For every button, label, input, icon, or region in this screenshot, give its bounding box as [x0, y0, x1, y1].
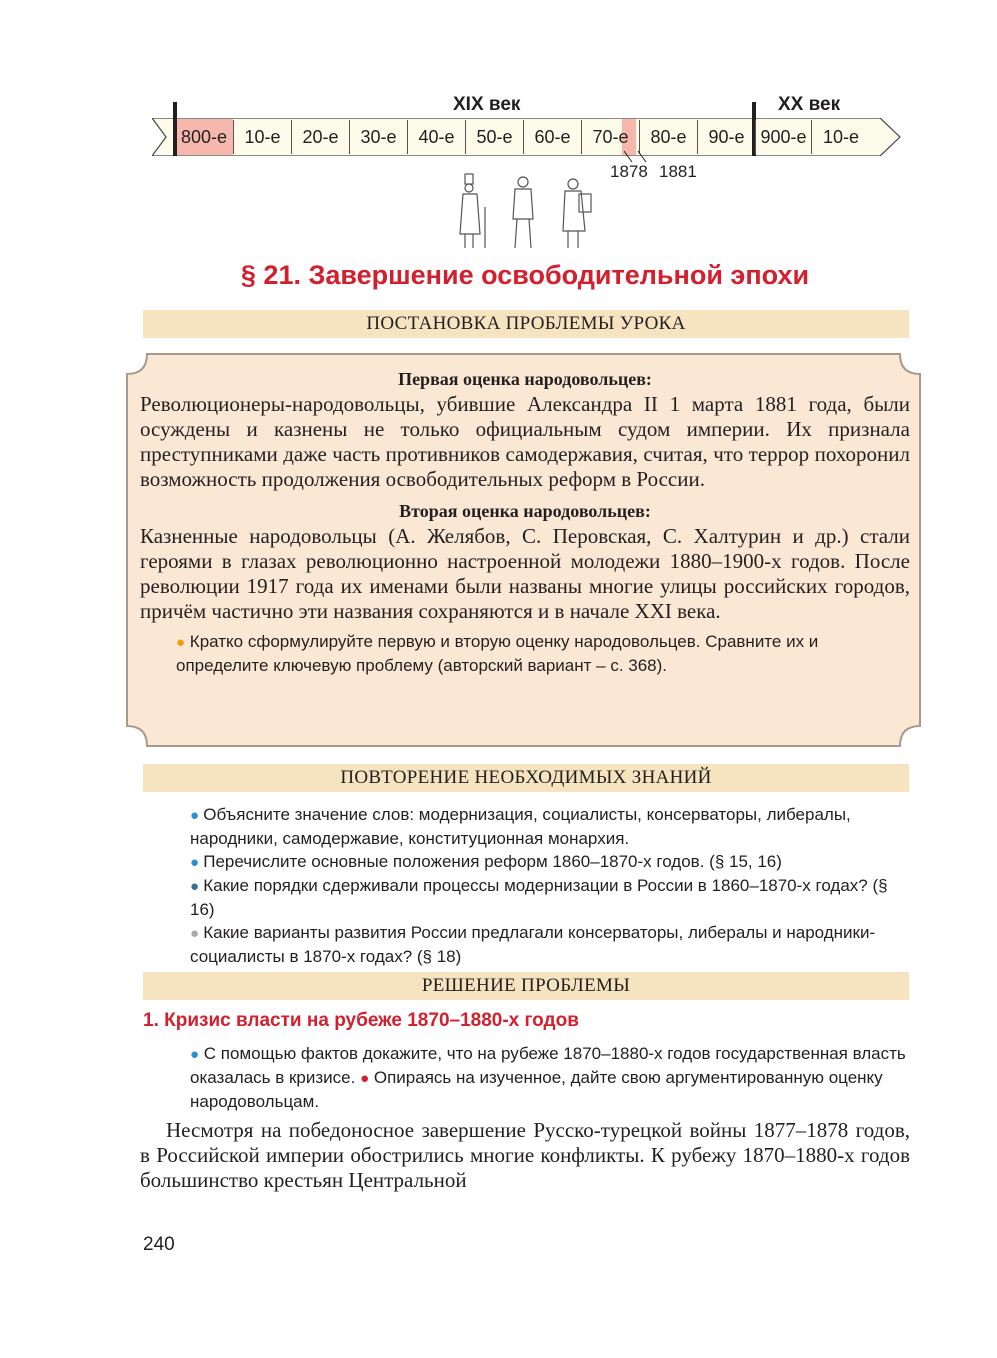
timeline-decade: 30-е — [350, 120, 408, 154]
year-pointers — [615, 150, 665, 164]
problem-box-text — [140, 366, 910, 677]
bullet-icon: ● — [360, 1070, 370, 1087]
bullet-icon: ● — [190, 807, 204, 824]
timeline-decade: 800-е — [175, 120, 234, 154]
task-text: Опираясь на изученное, дайте свою аргументированную оценку народовольцам. — [190, 1068, 883, 1111]
assessment-text: Революционеры-народовольцы, убившие Александра II 1 марта 1881 года, были осуждены и казнены не только официальным судом империи. Их признала преступниками даже часть противников самодержавия, считая, что террор похоронил возможность продолжения освободительных реформ в России. — [140, 392, 910, 491]
year-label: 1878 — [610, 162, 648, 181]
section-band-solution: РЕШЕНИЕ ПРОБЛЕМЫ — [143, 972, 909, 1000]
task-text: Кратко сформулируйте первую и вторую оценку народовольцев. Сравните их и определите ключевую проблему (авторский вариант – с. 368). — [176, 632, 819, 675]
review-item — [190, 803, 910, 850]
review-text: Какие варианты развития России предлагали консерваторы, либералы и народники-социалисты в 1870-х годах? (§ 18) — [190, 923, 876, 966]
page-title: § 21. Завершение освободительной эпохи — [240, 260, 810, 290]
assessment-text: Казненные народовольцы (А. Желябов, С. Перовская, С. Халтурин и др.) стали героями в глазах революционно настроенной молодежи 1880–1900-х годов. После революции 1917 года их именами были названы многие улицы российских городов, причём частично эти названия сохраняются и в начале XXI века. — [140, 524, 910, 623]
review-text: Объясните значение слов: модернизация, социалисты, консерваторы, либералы, народники, самодержавие, конституционная монархия. — [190, 805, 851, 848]
section-band-problem: ПОСТАНОВКА ПРОБЛЕМЫ УРОКА — [143, 310, 909, 338]
timeline-decade: 80-е — [640, 120, 698, 154]
timeline-decade: 90-е — [698, 120, 756, 154]
bullet-icon: ● — [190, 925, 204, 942]
bullet-icon: ● — [190, 878, 204, 895]
section-heading: 1. Кризис власти на рубеже 1870–1880-х годов — [143, 1010, 579, 1031]
review-list — [190, 803, 910, 968]
year-label: 1881 — [659, 162, 697, 181]
section-band-review: ПОВТОРЕНИЕ НЕОБХОДИМЫХ ЗНАНИЙ — [143, 764, 909, 792]
timeline-decade: 10-е — [822, 127, 860, 147]
bullet-icon: ● — [190, 854, 204, 871]
timeline-decade: 60-е — [524, 120, 582, 154]
century-label: XIX век — [453, 94, 521, 115]
century-label: XX век — [778, 94, 841, 115]
figures-illustration — [455, 172, 605, 252]
timeline-decade: 20-е — [292, 120, 350, 154]
review-item — [190, 921, 910, 968]
review-text: Какие порядки сдерживали процессы модернизации в России в 1860–1870-х годах? (§ 16) — [190, 876, 888, 919]
timeline-decade: 40-е — [408, 120, 466, 154]
timeline-decade: 50-е — [466, 120, 524, 154]
review-item — [190, 874, 910, 921]
bullet-icon: ● — [176, 634, 186, 651]
timeline-decade: 10-е — [234, 120, 292, 154]
review-item — [190, 850, 910, 874]
timeline-decade: 70-е — [582, 120, 640, 154]
body-paragraph: Несмотря на победоносное завершение Русско-турецкой войны 1877–1878 годов, в Российской империи обострились многие конфликты. К рубежу 1870–1880-х годов большинство крестьян Центральной — [140, 1118, 910, 1192]
task-item — [176, 630, 910, 677]
bullet-icon: ● — [190, 1046, 200, 1063]
assessment-heading: Вторая оценка народовольцев: — [399, 501, 651, 521]
review-text: Перечислите основные положения реформ 1860–1870-х годов. (§ 15, 16) — [203, 852, 782, 871]
task-text: С помощью фактов докажите, что на рубеже 1870–1880-х годов государственная власть оказалась в кризисе. — [190, 1044, 906, 1087]
timeline-decade: 900-е — [756, 120, 812, 154]
assessment-heading: Первая оценка народовольцев: — [398, 369, 652, 389]
section-task — [190, 1042, 910, 1113]
page-number: 240 — [143, 1234, 175, 1255]
